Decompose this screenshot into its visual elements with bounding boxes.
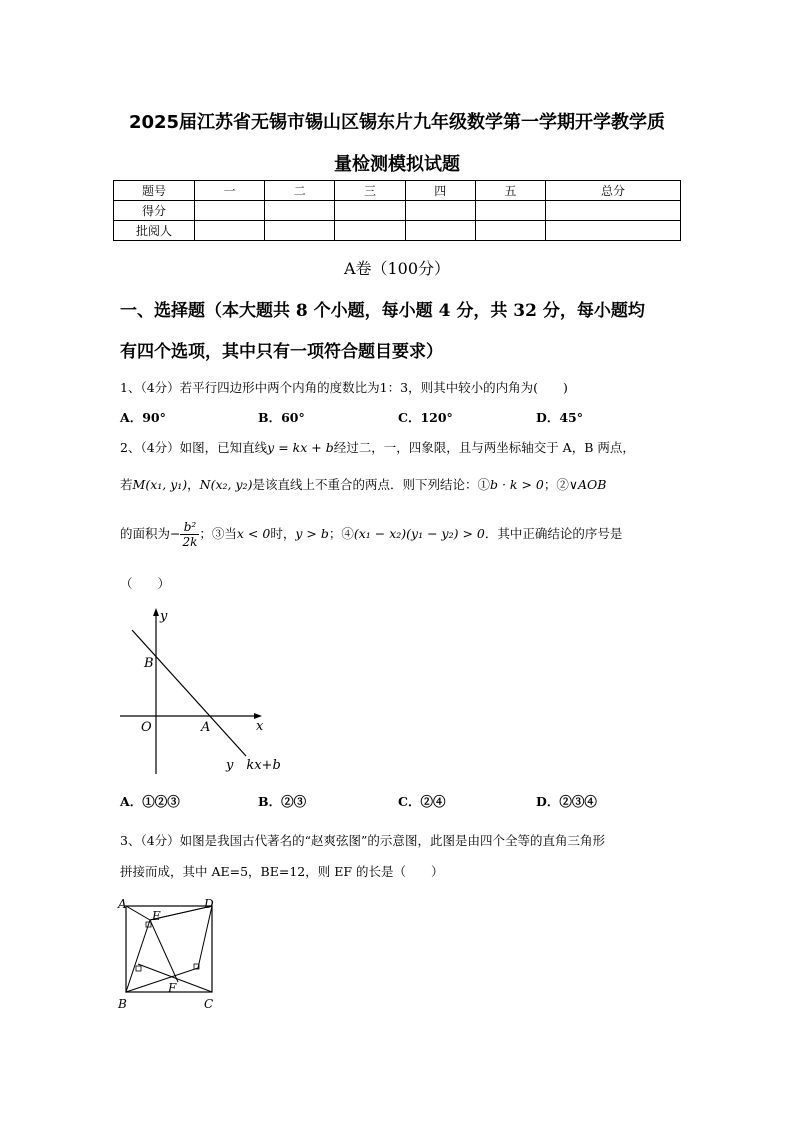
q2-line1 — [120, 438, 680, 456]
score-cell — [265, 201, 335, 221]
q2-text: 若 — [120, 477, 133, 492]
score-cell — [335, 201, 405, 221]
q2-text: ；② — [543, 477, 569, 492]
q2-option-b: B．②③ — [258, 794, 307, 809]
origin-label: O — [141, 720, 152, 735]
q1-option-b: B．60° — [258, 410, 305, 425]
label-f: F — [168, 981, 177, 995]
q2-text: ．其中正确结论的序号是 — [484, 526, 623, 541]
q2-conclusion4: (x₁ − x₂)(y₁ − y₂) > 0 — [353, 526, 485, 541]
score-cell — [265, 221, 335, 241]
score-cell — [546, 221, 681, 241]
section1-heading-line1: 一、选择题（本大题共 8 个小题，每小题 4 分，共 32 分，每小题均 — [120, 301, 645, 321]
q2-area-fraction — [180, 520, 199, 549]
q1-option-d: D．45° — [536, 410, 583, 425]
score-cell — [546, 201, 681, 221]
label-e: E — [152, 909, 161, 923]
q2-answer-bracket: （ ） — [120, 576, 171, 591]
q2-conclusion1: b · k > 0 — [489, 477, 544, 492]
line-y-kx-b — [132, 630, 246, 756]
q2-line2 — [120, 475, 680, 493]
score-cell — [475, 221, 545, 241]
score-row-label: 得分 — [114, 201, 195, 221]
x-axis-label: x — [256, 719, 264, 734]
q2-text: 的面积为− — [120, 526, 181, 541]
q2-text: ；③当 — [199, 526, 237, 541]
exam-title-line2: 量检测模拟试题 — [334, 154, 460, 175]
q2-text: ；④ — [328, 526, 354, 541]
outer-square — [126, 906, 212, 992]
score-cell — [195, 201, 265, 221]
q2-condition-x: x < 0 — [236, 526, 271, 541]
score-header-cell: 三 — [335, 181, 405, 201]
q2-text: 是该直线上不重合的两点．则下列结论：① — [252, 477, 490, 492]
q2-condition-y: y > b — [295, 526, 329, 541]
score-cell — [335, 221, 405, 241]
score-table-header-row — [114, 181, 681, 201]
point-a-label: A — [201, 720, 211, 735]
score-table-row — [114, 201, 681, 221]
label-a: A — [118, 897, 127, 911]
label-c: C — [204, 997, 214, 1011]
q1-option-a: A．90° — [120, 410, 166, 425]
score-table — [113, 180, 681, 241]
q2-text: 2、（4分）如图，已知直线 — [120, 440, 268, 455]
q3-line1: 3、（4分）如图是我国古代著名的“赵爽弦图”的示意图，此图是由四个全等的直角三角形 — [120, 833, 605, 848]
score-header-cell: 一 — [195, 181, 265, 201]
q2-triangle-aob: ∨AOB — [568, 477, 607, 492]
score-header-cell: 题号 — [114, 181, 195, 201]
score-header-cell: 四 — [405, 181, 475, 201]
q2-point-m: M(x₁, y₁) — [132, 477, 188, 492]
q1-text: 1、（4分）若平行四边形中两个内角的度数比为1：3，则其中较小的内角为( ) — [120, 380, 568, 395]
section1-heading-line2: 有四个选项，其中只有一项符合题目要求） — [120, 342, 443, 362]
segment-ef — [150, 920, 178, 982]
right-angle-mark — [136, 966, 141, 971]
q2-line-graph-figure — [110, 600, 290, 780]
q2-fraction-numerator: b² — [180, 520, 199, 535]
line-equation-label: y kx+b — [226, 758, 281, 773]
label-d: D — [204, 897, 214, 911]
q2-option-c: C．②④ — [398, 794, 446, 809]
score-header-cell: 二 — [265, 181, 335, 201]
q2-option-a: A．①②③ — [120, 794, 180, 809]
inner-lines — [126, 906, 212, 992]
exam-title-line1: 2025届江苏省无锡市锡山区锡东片九年级数学第一学期开学教学质 — [128, 112, 666, 133]
q2-fraction-denominator: 2k — [182, 535, 198, 549]
part-a-heading: A卷（100分） — [343, 259, 451, 278]
q2-point-n: N(x₂, y₂) — [199, 477, 253, 492]
score-header-cell: 五 — [475, 181, 545, 201]
score-table-row — [114, 221, 681, 241]
score-cell — [405, 221, 475, 241]
y-axis-label: y — [160, 609, 168, 624]
q2-option-d: D．②③④ — [536, 794, 597, 809]
y-axis-arrow — [153, 608, 159, 616]
score-cell — [195, 221, 265, 241]
q2-text: ， — [187, 477, 200, 492]
triangle-top — [126, 906, 212, 920]
q2-line-equation: y = kx + b — [267, 440, 334, 455]
q2-line3 — [120, 520, 680, 549]
q2-text: 经过二，一，四象限，且与两坐标轴交于 A，B 两点， — [333, 440, 635, 455]
score-header-cell: 总分 — [546, 181, 681, 201]
q2-text: 时， — [270, 526, 296, 541]
q3-line2: 拼接而成，其中 AE=5，BE=12，则 EF 的长是（ ） — [120, 864, 444, 879]
point-b-label: B — [144, 656, 154, 671]
score-row-label: 批阅人 — [114, 221, 195, 241]
score-cell — [475, 201, 545, 221]
q1-option-c: C．120° — [398, 410, 453, 425]
score-cell — [405, 201, 475, 221]
label-b: B — [118, 997, 127, 1011]
q3-zhaoshuang-figure — [112, 894, 227, 1016]
